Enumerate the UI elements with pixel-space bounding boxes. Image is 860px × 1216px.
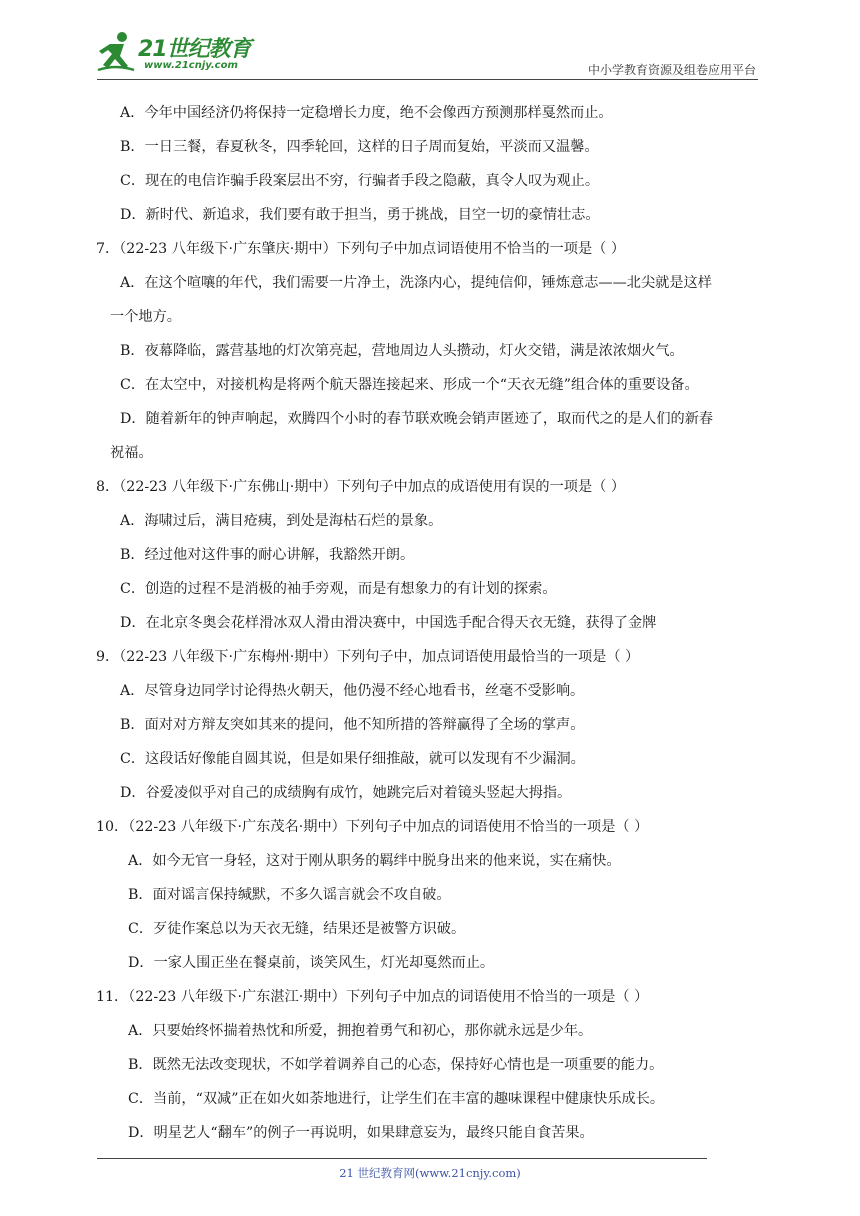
page-header bbox=[0, 0, 860, 80]
answer-option: C．这段话好像能自圆其说，但是如果仔细推敲，就可以发现有不少漏洞。 bbox=[120, 751, 585, 767]
answer-option: D．谷爱凌似乎对自己的成绩胸有成竹，她跳完后对着镜头竖起大拇指。 bbox=[120, 785, 572, 801]
answer-option: B．面对对方辩友突如其来的提问，他不知所措的答辩赢得了全场的掌声。 bbox=[120, 717, 585, 733]
answer-option: C．创造的过程不是消极的袖手旁观，而是有想象力的有计划的探索。 bbox=[120, 581, 557, 597]
answer-option: A．尽管身边同学讨论得热火朝天，他仍漫不经心地看书，丝毫不受影响。 bbox=[120, 683, 585, 699]
answer-option: D．随着新年的钟声响起，欢腾四个小时的春节联欢晚会销声匿迹了，取而代之的是人们的新春 bbox=[120, 411, 714, 427]
answer-option: B．夜幕降临，露营基地的灯次第亮起，营地周边人头攒动，灯火交错，满是浓浓烟火气。 bbox=[120, 343, 684, 359]
brand-url: www.21cnjy.com bbox=[144, 60, 238, 71]
answer-option: A．如今无官一身轻，这对于刚从职务的羁绊中脱身出来的他来说，实在痛快。 bbox=[128, 853, 621, 869]
answer-option: B．一日三餐，春夏秋冬，四季轮回，这样的日子周而复始，平淡而又温馨。 bbox=[120, 139, 599, 155]
question-stem: 9．（22-23 八年级下·广东梅州·期中）下列句子中，加点词语使用最恰当的一项是（ ） bbox=[96, 649, 640, 665]
question-stem: 11．（22-23 八年级下·广东湛江·期中）下列句子中加点的词语使用不恰当的一项是（ ） bbox=[96, 989, 649, 1005]
answer-option: D．新时代、新追求，我们要有敢于担当，勇于挑战，目空一切的豪情壮志。 bbox=[120, 207, 600, 223]
header-divider bbox=[97, 79, 758, 80]
answer-option: C．当前，“双减”正在如火如荼地进行，让学生们在丰富的趣味课程中健康快乐成长。 bbox=[128, 1091, 665, 1107]
answer-option: B．既然无法改变现状，不如学着调养自己的心态，保持好心情也是一项重要的能力。 bbox=[128, 1057, 664, 1073]
brand-name: 21世纪教育 bbox=[138, 37, 251, 62]
footer-text: 21 世纪教育网(www.21cnjy.com) bbox=[339, 1166, 521, 1180]
answer-option: A．在这个喧嚷的年代，我们需要一片净土，洗涤内心，提纯信仰，锤炼意志——北尖就是这样 bbox=[120, 275, 712, 291]
option-continuation: 一个地方。 bbox=[110, 309, 181, 325]
answer-option: C．歹徒作案总以为天衣无缝，结果还是被警方识破。 bbox=[128, 921, 466, 937]
answer-option: A．只要始终怀揣着热忱和所爱，拥抱着勇气和初心，那你就永远是少年。 bbox=[128, 1023, 593, 1039]
answer-option: D．一家人围正坐在餐桌前，谈笑风生，灯光却戛然而止。 bbox=[128, 955, 495, 971]
answer-option: A．海啸过后，满目疮痍，到处是海枯石烂的景象。 bbox=[120, 513, 443, 529]
brand-logo bbox=[96, 30, 266, 78]
answer-option: C．现在的电信诈骗手段案层出不穷，行骗者手段之隐蔽，真令人叹为观止。 bbox=[120, 173, 600, 189]
option-continuation: 祝福。 bbox=[110, 445, 153, 461]
answer-option: A．今年中国经济仍将保持一定稳增长力度，绝不会像西方预测那样戛然而止。 bbox=[120, 105, 613, 121]
answer-option: B．面对谣言保持缄默，不多久谣言就会不攻自破。 bbox=[128, 887, 451, 903]
footer-divider bbox=[97, 1158, 707, 1159]
answer-option: B．经过他对这件事的耐心讲解，我豁然开朗。 bbox=[120, 547, 415, 563]
answer-option: D．明星艺人“翻车”的例子一再说明，如果肆意妄为，最终只能自食苦果。 bbox=[128, 1125, 594, 1141]
platform-title: 中小学教育资源及组卷应用平台 bbox=[587, 63, 756, 77]
question-stem: 7．（22-23 八年级下·广东肇庆·期中）下列句子中加点词语使用不恰当的一项是（ ） bbox=[96, 241, 626, 257]
question-stem: 10．（22-23 八年级下·广东茂名·期中）下列句子中加点的词语使用不恰当的一项是（ ） bbox=[96, 819, 649, 835]
answer-option: D．在北京冬奥会花样滑冰双人滑由滑决赛中，中国选手配合得天衣无缝，获得了金牌 bbox=[120, 615, 657, 631]
runner-icon bbox=[96, 30, 136, 74]
question-stem: 8．（22-23 八年级下·广东佛山·期中）下列句子中加点的成语使用有误的一项是（ ） bbox=[96, 479, 626, 495]
answer-option: C．在太空中，对接机构是将两个航天器连接起来、形成一个“天衣无缝”组合体的重要设备。 bbox=[120, 377, 699, 393]
question-content bbox=[96, 96, 766, 1150]
